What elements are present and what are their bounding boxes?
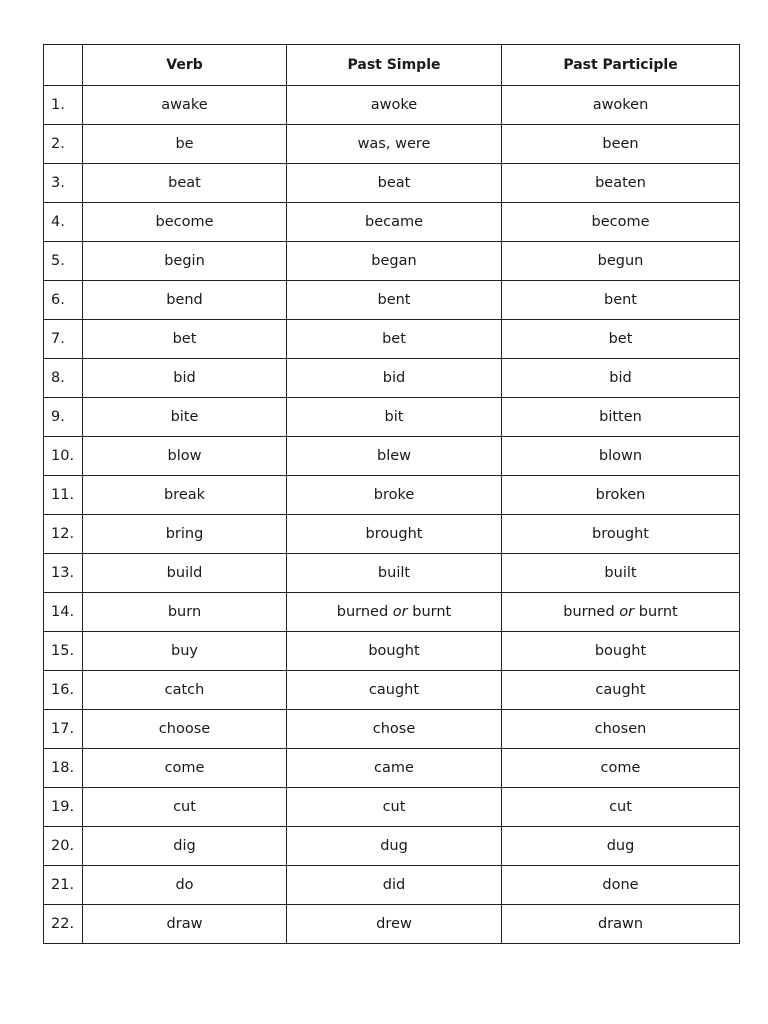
table-row [44, 866, 740, 905]
past-simple-cell: came [287, 749, 502, 788]
verb-cell: cut [83, 788, 287, 827]
verb-cell: burn [83, 593, 287, 632]
table-row [44, 242, 740, 281]
row-number: 20. [44, 827, 83, 866]
header-verb: Verb [83, 45, 287, 86]
table-row [44, 86, 740, 125]
row-number: 21. [44, 866, 83, 905]
row-number: 12. [44, 515, 83, 554]
past-participle-cell: bid [502, 359, 740, 398]
row-number: 9. [44, 398, 83, 437]
past-simple-cell: began [287, 242, 502, 281]
past-simple-cell: was, were [287, 125, 502, 164]
verb-cell: become [83, 203, 287, 242]
row-number: 15. [44, 632, 83, 671]
form-variant: burnt [638, 604, 678, 620]
row-number: 5. [44, 242, 83, 281]
past-simple-cell: chose [287, 710, 502, 749]
row-number: 14. [44, 593, 83, 632]
verb-cell: dig [83, 827, 287, 866]
past-participle-cell: brought [502, 515, 740, 554]
row-number: 16. [44, 671, 83, 710]
past-participle-cell: bought [502, 632, 740, 671]
past-participle-cell [502, 593, 740, 632]
past-participle-cell: cut [502, 788, 740, 827]
past-participle-cell: caught [502, 671, 740, 710]
past-participle-cell: beaten [502, 164, 740, 203]
row-number: 18. [44, 749, 83, 788]
past-simple-cell: blew [287, 437, 502, 476]
table-row [44, 515, 740, 554]
verb-cell: bet [83, 320, 287, 359]
or-connector: or [619, 604, 635, 620]
irregular-verbs-table [43, 44, 740, 944]
table-row [44, 788, 740, 827]
past-simple-cell: bid [287, 359, 502, 398]
past-simple-cell: did [287, 866, 502, 905]
verb-cell: draw [83, 905, 287, 944]
verb-cell: beat [83, 164, 287, 203]
row-number: 6. [44, 281, 83, 320]
row-number: 4. [44, 203, 83, 242]
row-number: 11. [44, 476, 83, 515]
past-participle-cell: bet [502, 320, 740, 359]
past-participle-cell: built [502, 554, 740, 593]
row-number: 10. [44, 437, 83, 476]
or-connector: or [392, 604, 408, 620]
form-variant: burned [336, 604, 389, 620]
past-participle-cell: begun [502, 242, 740, 281]
row-number: 13. [44, 554, 83, 593]
row-number: 22. [44, 905, 83, 944]
row-number: 7. [44, 320, 83, 359]
past-simple-cell: cut [287, 788, 502, 827]
table-body [44, 86, 740, 944]
past-participle-cell: dug [502, 827, 740, 866]
past-participle-cell: awoken [502, 86, 740, 125]
past-participle-cell: done [502, 866, 740, 905]
form-variant: burned [563, 604, 615, 620]
row-number: 1. [44, 86, 83, 125]
table-row [44, 749, 740, 788]
table-row [44, 359, 740, 398]
past-simple-cell: dug [287, 827, 502, 866]
verb-cell: bend [83, 281, 287, 320]
row-number: 19. [44, 788, 83, 827]
table-row [44, 905, 740, 944]
table-row [44, 476, 740, 515]
header-past-simple: Past Simple [287, 45, 502, 86]
table-row [44, 671, 740, 710]
past-simple-cell: broke [287, 476, 502, 515]
verb-cell: do [83, 866, 287, 905]
past-participle-cell: come [502, 749, 740, 788]
table-row [44, 437, 740, 476]
verb-cell: awake [83, 86, 287, 125]
verb-cell: buy [83, 632, 287, 671]
past-participle-cell: chosen [502, 710, 740, 749]
table-row [44, 164, 740, 203]
verb-cell: bid [83, 359, 287, 398]
verb-cell: begin [83, 242, 287, 281]
table-row [44, 593, 740, 632]
table-row [44, 125, 740, 164]
table-row [44, 710, 740, 749]
table-row [44, 281, 740, 320]
table-row [44, 632, 740, 671]
past-simple-cell: brought [287, 515, 502, 554]
table-row [44, 827, 740, 866]
verb-cell: bite [83, 398, 287, 437]
header-past-participle: Past Participle [502, 45, 740, 86]
past-simple-cell: drew [287, 905, 502, 944]
past-participle-cell: bent [502, 281, 740, 320]
verb-cell: come [83, 749, 287, 788]
table-row [44, 320, 740, 359]
header-number [44, 45, 83, 86]
verb-cell: be [83, 125, 287, 164]
past-simple-cell: bought [287, 632, 502, 671]
past-participle-cell: become [502, 203, 740, 242]
past-simple-cell: became [287, 203, 502, 242]
row-number: 3. [44, 164, 83, 203]
past-simple-cell: bit [287, 398, 502, 437]
verb-cell: choose [83, 710, 287, 749]
past-simple-cell: caught [287, 671, 502, 710]
past-participle-cell: broken [502, 476, 740, 515]
table-header-row [44, 45, 740, 86]
row-number: 17. [44, 710, 83, 749]
table-row [44, 203, 740, 242]
past-simple-cell: bent [287, 281, 502, 320]
past-simple-cell: built [287, 554, 502, 593]
row-number: 2. [44, 125, 83, 164]
table-row [44, 554, 740, 593]
verb-cell: build [83, 554, 287, 593]
verb-cell: blow [83, 437, 287, 476]
past-participle-cell: bitten [502, 398, 740, 437]
verb-cell: catch [83, 671, 287, 710]
verb-cell: break [83, 476, 287, 515]
past-simple-cell: awoke [287, 86, 502, 125]
verb-cell: bring [83, 515, 287, 554]
past-participle-cell: been [502, 125, 740, 164]
past-participle-cell: blown [502, 437, 740, 476]
past-simple-cell: bet [287, 320, 502, 359]
past-simple-cell [287, 593, 502, 632]
table-row [44, 398, 740, 437]
form-variant: burnt [412, 604, 452, 620]
past-participle-cell: drawn [502, 905, 740, 944]
row-number: 8. [44, 359, 83, 398]
past-simple-cell: beat [287, 164, 502, 203]
